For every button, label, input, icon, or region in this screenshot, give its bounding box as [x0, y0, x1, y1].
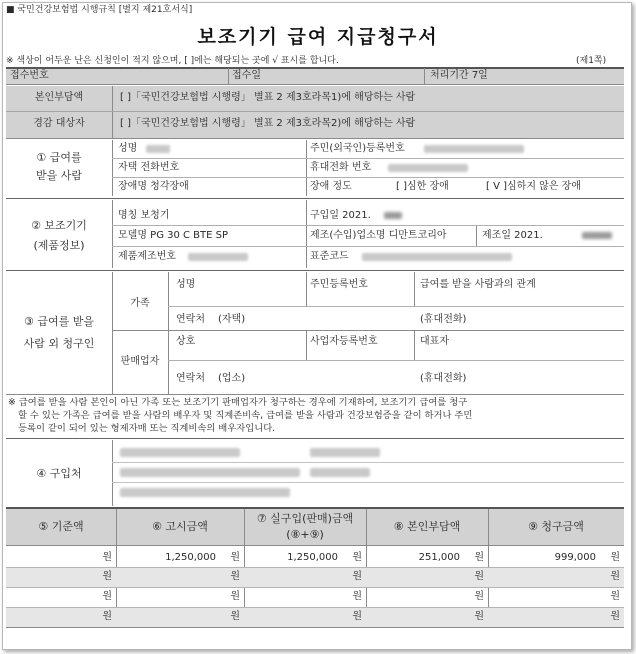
divider [306, 330, 307, 360]
divider [112, 140, 113, 196]
header-notice-amount: ⑥ 고시금액 [152, 520, 208, 533]
divider [112, 482, 624, 483]
serial-number-label: 제품제조번호 [118, 251, 176, 262]
divider [424, 68, 425, 84]
divider [6, 627, 624, 628]
divider [6, 198, 624, 199]
divider [112, 246, 624, 247]
divider [6, 111, 624, 112]
redacted-standard-code [362, 253, 512, 261]
law-reference: ■ 국민건강보험법 시행규칙 [별지 제21호서식] [6, 5, 193, 15]
divider [6, 607, 624, 608]
family-home-label: (자택) [218, 314, 246, 325]
divider [306, 272, 307, 306]
recipient-section-label-2: 받을 사람 [35, 169, 82, 182]
unit: 원 [474, 611, 484, 622]
standard-code-label: 표준코드 [310, 251, 349, 262]
manufacturer: 제조(수입)업소명 디만트코리아 [310, 230, 447, 241]
unit: 원 [230, 552, 240, 563]
business-number-label: 사업자등록번호 [310, 336, 378, 347]
header-claim-amount: ⑨ 청구금액 [528, 520, 584, 533]
divider [476, 226, 477, 246]
mild-option[interactable]: [ V ]심하지 않은 장애 [486, 181, 581, 192]
divider [6, 567, 624, 568]
redacted-purchase-line-1b [310, 448, 380, 457]
divider [6, 394, 624, 395]
divider [414, 272, 415, 306]
unit: 원 [610, 591, 620, 602]
divider [112, 200, 113, 268]
claim-amount-value: 999,000 [554, 552, 596, 563]
company-name-label: 상호 [176, 336, 196, 347]
redacted-purchase-date [384, 212, 402, 219]
unit: 원 [352, 552, 362, 563]
unit: 원 [474, 571, 484, 582]
top-border [6, 67, 624, 69]
recipient-rrn-label: 주민(외국인)등록번호 [310, 143, 405, 154]
notice-line-1: ※ 급여를 받을 사람 본인이 아닌 가족 또는 보조기기 판매업자가 청구하는 경우에 기재하여, 보조기기 급여를 청구 [8, 397, 468, 408]
unit: 원 [352, 571, 362, 582]
unit: 원 [102, 552, 112, 563]
family-label: 가족 [130, 298, 150, 309]
family-rrn-label: 주민등록번호 [310, 279, 368, 290]
header-actual-sub: (⑧+⑨) [286, 528, 324, 541]
device-name: 명칭 보청기 [118, 210, 170, 221]
device-section-label-2: (제품정보) [33, 239, 85, 252]
relation-label: 급여를 받을 사람과의 관계 [420, 279, 536, 290]
unit: 원 [352, 611, 362, 622]
seller-label: 판매업자 [120, 356, 160, 367]
redacted-serial [188, 253, 248, 261]
recipient-section-label-1: ① 급여를 [36, 151, 82, 164]
family-contact-label: 연락처 [176, 314, 205, 325]
reduced-option[interactable]: [ ]「국민건강보험법 시행령」 별표 2 제3호라목2)에 해당하는 사람 [120, 118, 416, 129]
divider [6, 438, 624, 439]
severity-label: 장애 정도 [310, 181, 352, 192]
divider [168, 306, 624, 307]
divider [168, 272, 169, 394]
redacted-mobile [388, 164, 468, 172]
divider [414, 330, 415, 360]
copay-option[interactable]: [ ]「국민건강보험법 시행령」 별표 2 제3호라목1)에 해당하는 사람 [120, 92, 416, 103]
unit: 원 [102, 611, 112, 622]
mobile-phone-label: 휴대전화 번호 [310, 162, 372, 173]
unit: 원 [474, 552, 484, 563]
device-section-label-1: ② 보조기기 [31, 219, 87, 232]
recipient-name-label: 성명 [118, 143, 138, 154]
divider [6, 587, 624, 588]
notice-line-2: 할 수 있는 가족은 급여를 받을 사람의 배우자 및 직계존비속, 급여를 받을 사람과 건강보험증을 같이 하거나 주민 [18, 410, 473, 421]
divider [6, 84, 624, 85]
unit: 원 [610, 552, 620, 563]
divider [228, 68, 229, 84]
copay-amount-value: 251,000 [418, 552, 460, 563]
purchase-place-label: ④ 구입처 [36, 467, 82, 480]
receipt-no-label: 접수번호 [10, 70, 49, 81]
redacted-purchase-line-3 [120, 488, 290, 497]
receipt-date-label: 접수일 [232, 70, 261, 81]
divider [6, 138, 624, 139]
processing-period: 처리기간 7일 [430, 70, 488, 81]
divider [112, 225, 624, 226]
seller-contact-label: 연락처 [176, 373, 205, 384]
notice-line-3: 등록이 같이 되어 있는 형제자매 또는 직계비속의 배우자입니다. [18, 423, 276, 434]
unit: 원 [230, 591, 240, 602]
unit: 원 [102, 571, 112, 582]
divider [112, 440, 113, 506]
manufacture-date: 제조일 2021. [482, 230, 543, 241]
claimant-section-label-1: ③ 급여를 받을 [24, 315, 94, 328]
divider [306, 140, 307, 196]
notice-amount-value: 1,250,000 [165, 552, 216, 563]
redacted-mfg-date [582, 232, 612, 239]
redacted-rrn [424, 145, 524, 153]
redacted-purchase-line-2 [120, 468, 300, 477]
seller-office-label: (업소) [218, 373, 246, 384]
model-name: 모델명 PG 30 C BTE SP [118, 230, 229, 241]
severe-option[interactable]: [ ]심한 장애 [396, 181, 449, 192]
actual-amount-value: 1,250,000 [287, 552, 338, 563]
divider [6, 270, 624, 271]
unit: 원 [610, 611, 620, 622]
ceo-label: 대표자 [420, 336, 449, 347]
form-title: 보조기기 급여 지급청구서 [197, 26, 439, 48]
claimant-section-label-2: 사람 외 청구인 [23, 337, 95, 350]
redacted-name [146, 145, 170, 153]
family-name-label: 성명 [176, 279, 196, 290]
unit: 원 [102, 591, 112, 602]
divider [6, 545, 624, 546]
divider [112, 462, 624, 463]
divider [112, 158, 624, 159]
unit: 원 [352, 591, 362, 602]
unit: 원 [474, 591, 484, 602]
divider [306, 200, 307, 268]
unit: 원 [230, 611, 240, 622]
divider [112, 330, 624, 331]
home-phone-label: 자택 전화번호 [118, 162, 180, 173]
divider [112, 86, 113, 138]
redacted-purchase-line-2b [310, 468, 370, 477]
header-base-amount: ⑤ 기준액 [38, 520, 84, 533]
copay-label: 본인부담액 [34, 92, 84, 103]
redacted-purchase-line-1 [120, 448, 240, 457]
family-mobile-label: (휴대전화) [420, 314, 467, 325]
disability-label: 장애명 청각장애 [118, 181, 189, 192]
header-actual-amount: ⑦ 실구입(판매)금액 [256, 512, 354, 525]
header-copay-amount: ⑧ 본인부담액 [393, 520, 461, 533]
unit: 원 [230, 571, 240, 582]
purchase-date: 구입일 2021. [310, 210, 371, 221]
divider [168, 360, 624, 361]
seller-mobile-label: (휴대전화) [420, 373, 467, 384]
instruction-note: ※ 색상이 어두운 난은 신청인이 적지 않으며, [ ]에는 해당되는 곳에 √ 표시를 합니다. [6, 56, 339, 66]
divider [112, 272, 113, 394]
page-number: (제1쪽) [576, 56, 607, 66]
receipt-row [6, 68, 624, 84]
unit: 원 [610, 571, 620, 582]
divider [112, 177, 624, 178]
reduced-label: 경감 대상자 [33, 118, 85, 129]
